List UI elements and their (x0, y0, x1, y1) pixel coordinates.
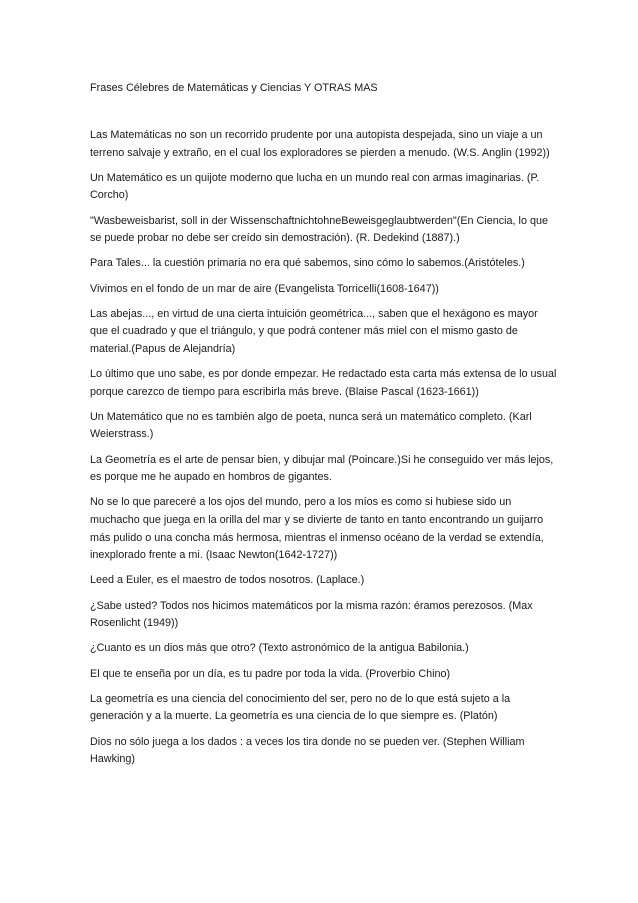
quote-paragraph: Un Matemático es un quijote moderno que lucha en un mundo real con armas imaginarias. (P. Corcho) (90, 171, 540, 202)
quote-paragraph: ¿Cuanto es un dios más que otro? (Texto astronómico de la antigua Babilonia.) (90, 642, 469, 655)
quote-paragraph: Un Matemático que no es también algo de poeta, nunca será un matemático completo. (Karl Weierstrass.) (90, 410, 532, 441)
quote-paragraph: Para Tales... la cuestión primaria no era qué sabemos, sino cómo lo sabemos.(Aristóteles.) (90, 257, 525, 270)
quote-paragraph: Las Matemáticas no son un recorrido prudente por una autopista despejada, sino un viaje a un terreno salvaje y extraño, en el cual los exploradores se pierden a menudo. (W.S. Anglin (1992)) (90, 129, 550, 159)
quotes-list (90, 127, 558, 776)
quote-paragraph: Leed a Euler, es el maestro de todos nosotros. (Laplace.) (90, 574, 365, 587)
quote-paragraph: No se lo que pareceré a los ojos del mundo, pero a los míos es como si hubiese sido un muchacho que juega en la orilla del mar y se divierte de tanto en tanto encontrando un guijarro más pulido o una concha más hermosa, mientras el inmenso océano de la verdad se extendía, inexplorado frente a mi. (Isaac Newton(1642-1727)) (90, 496, 544, 562)
quote-paragraph: ¿Sabe usted? Todos nos hicimos matemáticos por la misma razón: éramos perezosos. (Max Rosenlicht (1949)) (90, 599, 533, 630)
page-title: Frases Célebres de Matemáticas y Ciencias Y OTRAS MAS (90, 82, 378, 94)
quote-paragraph: Las abejas..., en virtud de una cierta intuición geométrica..., saben que el hexágono es mayor que el cuadrado y que el triángulo, y que podrá contener más miel con el mismo gasto de material.(Papus de Alejandría) (90, 307, 538, 355)
quote-paragraph: El que te enseña por un día, es tu padre por toda la vida. (Proverbio Chino) (90, 667, 451, 680)
quote-paragraph: La Geometría es el arte de pensar bien, y dibujar mal (Poincare.)Si he conseguido ver más lejos, es porque me he aupado en hombros de gigantes. (90, 453, 554, 484)
quote-paragraph: Dios no sólo juega a los dados : a veces los tira donde no se pueden ver. (Stephen William Hawking) (90, 735, 525, 766)
quote-paragraph: "Wasbeweisbarist, soll in der WissenschaftnichtohneBeweisgeglaubtwerden"(En Ciencia, lo que se puede probar no debe ser creído sin demostración). (R. Dedekind (1887).) (90, 214, 548, 245)
quote-paragraph: La geometría es una ciencia del conocimiento del ser, pero no de lo que está sujeto a la generación y a la muerte. La geometría es una ciencia de lo que siempre es. (Platón) (90, 692, 511, 723)
quote-paragraph: Vivimos en el fondo de un mar de aire (Evangelista Torricelli(1608-1647)) (90, 282, 439, 295)
quote-paragraph: Lo último que uno sabe, es por donde empezar. He redactado esta carta más extensa de lo usual porque carezco de tiempo para escribirla más breve. (Blaise Pascal (1623-1661)) (90, 368, 557, 398)
